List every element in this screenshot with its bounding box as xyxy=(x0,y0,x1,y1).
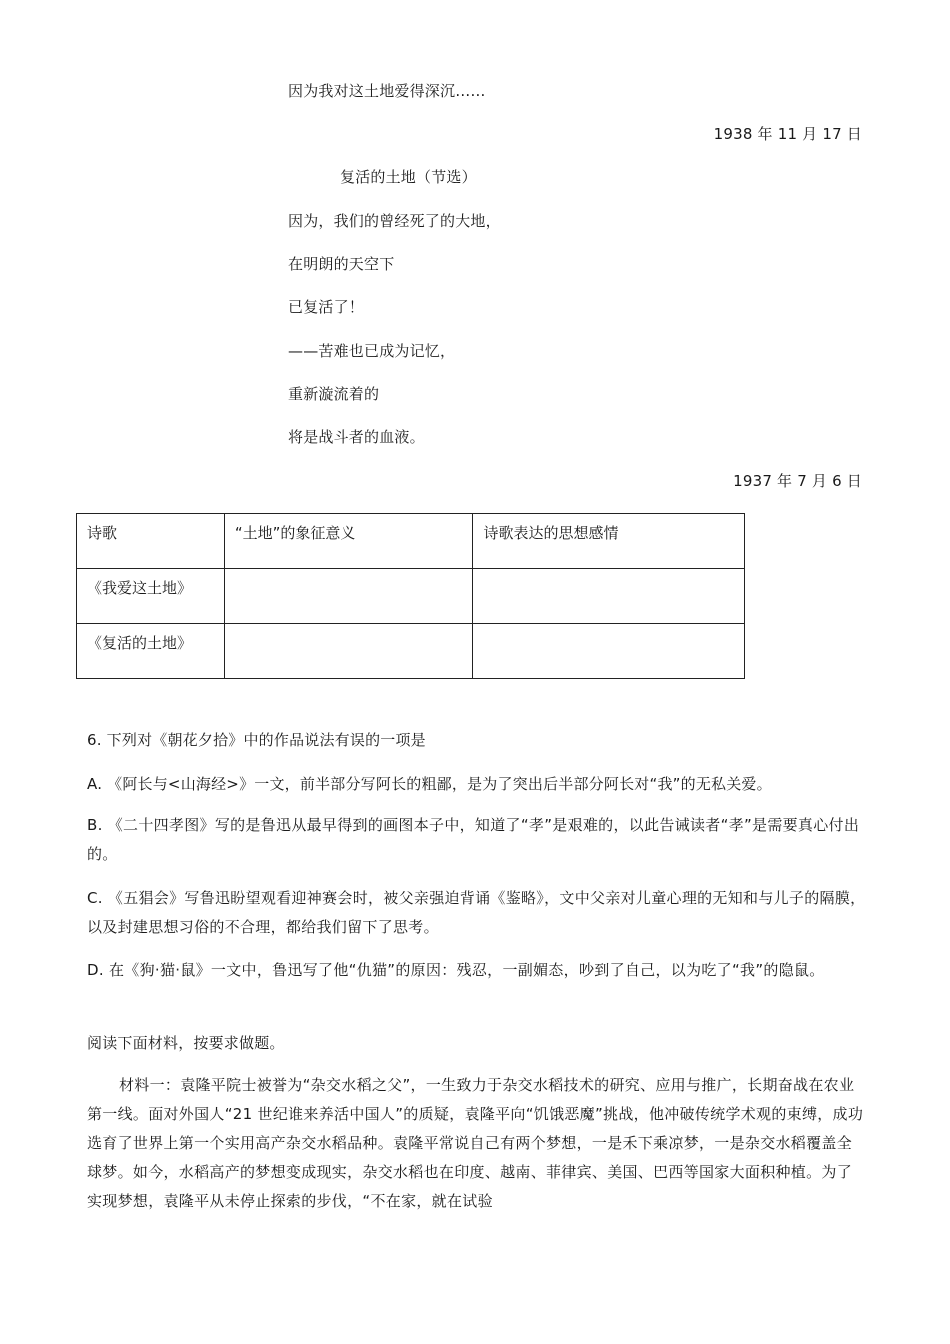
poem2-line: 重新漩流着的 xyxy=(288,385,380,403)
poem-analysis-table xyxy=(76,513,745,679)
table-cell-poem-name: 《复活的土地》 xyxy=(77,624,225,679)
poem2-line: ——苦难也已成为记忆， xyxy=(288,342,456,360)
table-row xyxy=(77,624,745,679)
question6-option-b: B. 《二十四孝图》写的是鲁迅从最早得到的画图本子中，知道了“孝”是艰难的，以此告诫读者“孝”是需要真心付出的。 xyxy=(87,816,860,863)
table-header-row xyxy=(77,514,745,569)
question6-option-d: D. 在《狗·猫·鼠》一文中，鲁迅写了他“仇猫”的原因：残忍，一副媚态，吵到了自己，以为吃了“我”的隐鼠。 xyxy=(87,961,825,979)
poem2-line: 在明朗的天空下 xyxy=(288,255,395,273)
poem2-line: 已复活了！ xyxy=(288,298,365,316)
question6-stem: 6. 下列对《朝花夕拾》中的作品说法有误的一项是 xyxy=(87,731,426,749)
table-header-cell: 诗歌表达的思想感情 xyxy=(473,514,745,569)
question6-option-c: C. 《五猖会》写鲁迅盼望观看迎神赛会时，被父亲强迫背诵《鉴略》，文中父亲对儿童心理的无知和与儿子的隔膜，以及封建思想习俗的不合理，都给我们留下了思考。 xyxy=(87,889,866,936)
reading-material-1: 材料一：袁隆平院士被誉为“杂交水稻之父”，一生致力于杂交水稻技术的研究、应用与推广，长期奋战在农业第一线。面对外国人“21 世纪谁来养活中国人”的质疑，袁隆平向“饥饿恶魔”挑战，他冲破传统学术观的束缚，成功选育了世界上第一个实用高产杂交水稻品种。袁隆平常说自己有两个梦想，一是禾下乘凉梦，一是杂交水稻覆盖全球梦。如今，水稻高产的梦想变成现实，杂交水稻也在印度、越南、菲律宾、美国、巴西等国家大面积种植。为了实现梦想，袁隆平从未停止探索的步伐，“不在家，就在试验 xyxy=(87,1076,864,1210)
poem2-date: 1937 年 7 月 6 日 xyxy=(733,472,862,490)
poem1-date: 1938 年 11 月 17 日 xyxy=(713,125,862,143)
poem1-last-line: 因为我对这土地爱得深沉…… xyxy=(288,82,486,100)
poem2-line: 将是战斗者的血液。 xyxy=(288,428,425,446)
poem2-line: 因为，我们的曾经死了的大地， xyxy=(288,212,501,230)
question6-option-a: A. 《阿长与<山海经>》一文，前半部分写阿长的粗鄙，是为了突出后半部分阿长对“我”的无私关爱。 xyxy=(87,775,772,793)
table-cell-answer[interactable] xyxy=(224,569,473,624)
table-cell-poem-name: 《我爱这土地》 xyxy=(77,569,225,624)
table-cell-answer[interactable] xyxy=(473,569,745,624)
table-header-cell: 诗歌 xyxy=(77,514,225,569)
table-row xyxy=(77,569,745,624)
table-cell-answer[interactable] xyxy=(473,624,745,679)
poem2-title: 复活的土地（节选） xyxy=(340,168,477,186)
table-cell-answer[interactable] xyxy=(224,624,473,679)
reading-instruction: 阅读下面材料，按要求做题。 xyxy=(87,1034,285,1052)
table-header-cell: “土地”的象征意义 xyxy=(224,514,473,569)
